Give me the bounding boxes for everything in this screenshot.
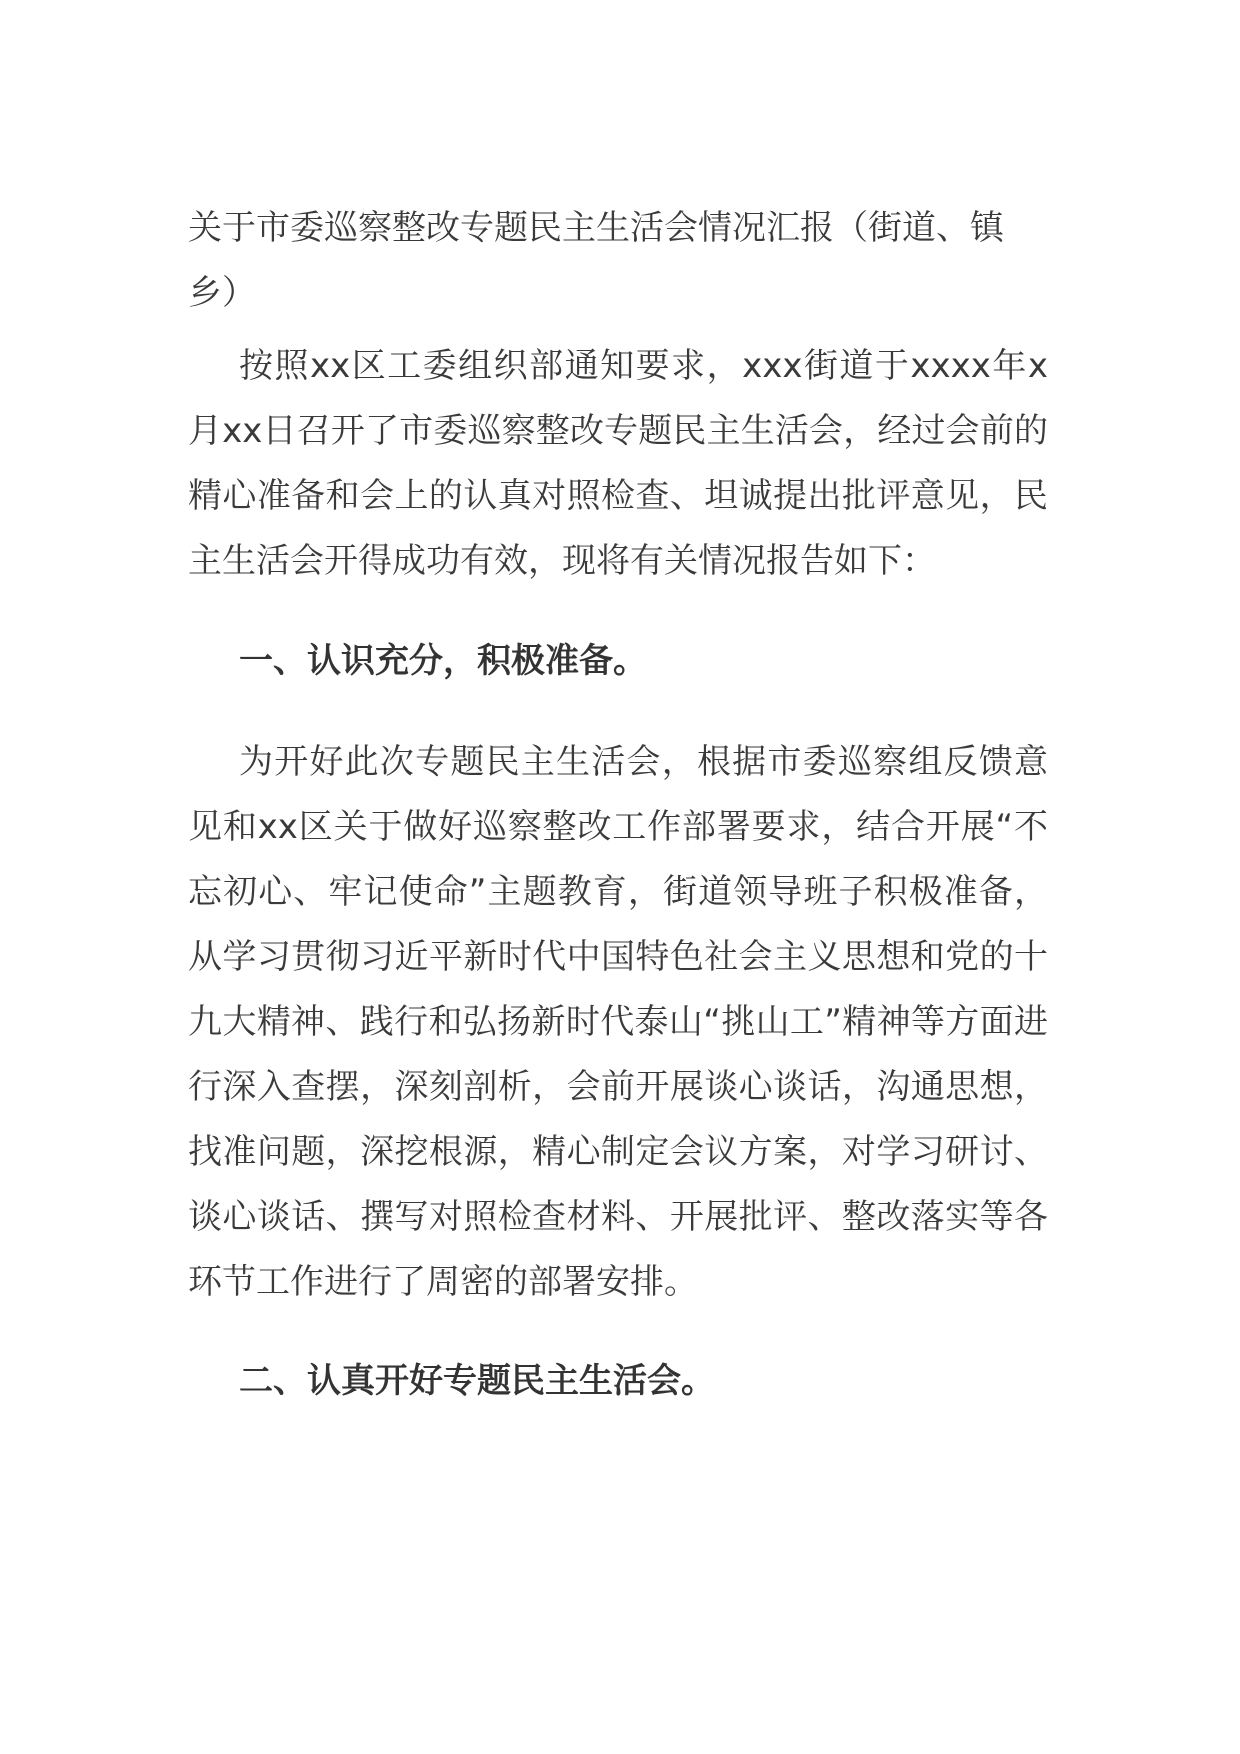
section-heading-1: 一、认识充分，积极准备。 (239, 641, 647, 681)
intro-paragraph: 按照xx区工委组织部通知要求，xxx街道于xxxx年x月xx日召开了市委巡察整改专题民主生活会，经过会前的精心准备和会上的认真对照检查、坦诚提出批评意见，民主生活会开得成功有效，现将有关情况报告如下： (188, 346, 1048, 581)
document-title: 关于市委巡察整改专题民主生活会情况汇报（街道、镇乡） (188, 208, 1004, 313)
document-page (188, 196, 1048, 1414)
section-1-paragraph: 为开好此次专题民主生活会，根据市委巡察组反馈意见和xx区关于做好巡察整改工作部署要求，结合开展“不忘初心、牢记使命”主题教育，街道领导班子积极准备，从学习贯彻习近平新时代中国特色社会主义思想和党的十九大精神、践行和弘扬新时代泰山“挑山工”精神等方面进行深入查摆，深刻剖析，会前开展谈心谈话，沟通思想，找准问题，深挖根源，精心制定会议方案，对学习研讨、谈心谈话、撰写对照检查材料、开展批评、整改落实等各环节工作进行了周密的部署安排。 (188, 742, 1048, 1302)
section-heading-2: 二、认真开好专题民主生活会。 (239, 1361, 715, 1401)
